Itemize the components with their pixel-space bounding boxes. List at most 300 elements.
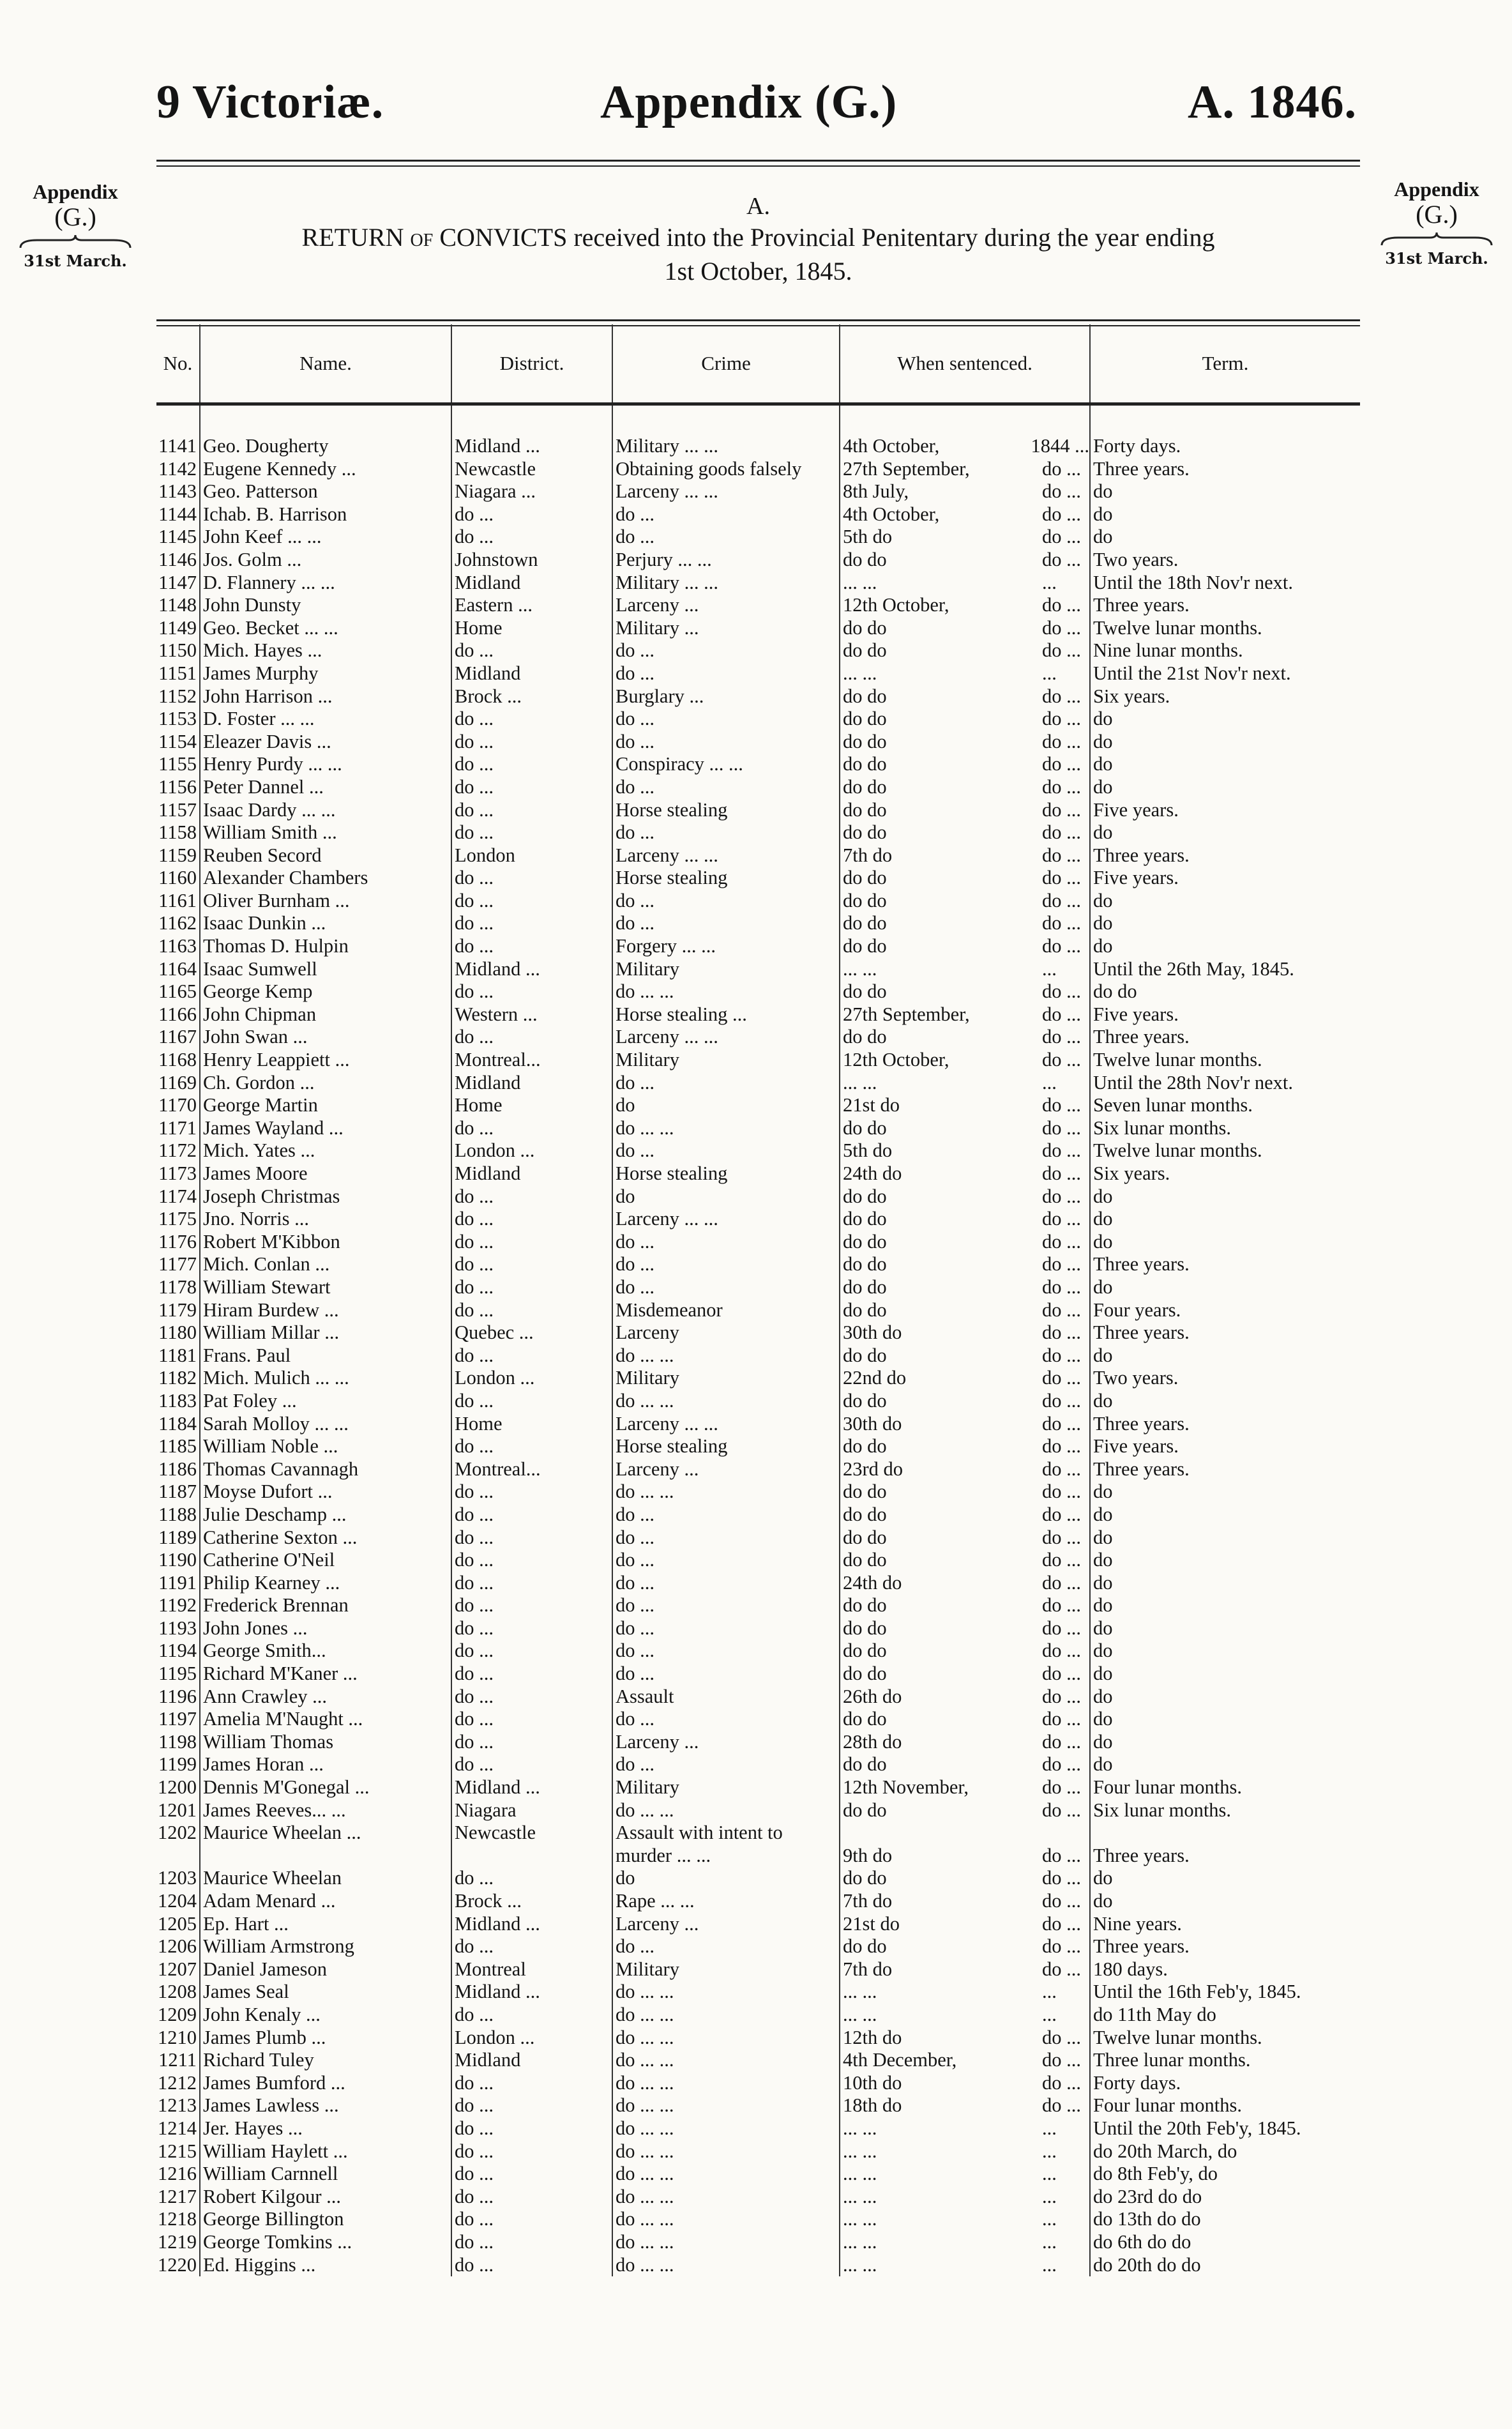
cell-crime: do ... — [612, 731, 840, 754]
header-session: 9 Victoriæ. — [156, 76, 384, 128]
sentence-date: do do — [843, 1253, 887, 1275]
sentence-date: 26th do — [843, 1685, 902, 1707]
cell-crime: do ... — [612, 1527, 840, 1550]
sentence-date: do do — [843, 798, 887, 821]
sentence-year: do ... — [1042, 1094, 1081, 1116]
cell-sentenced — [840, 1753, 1090, 1776]
cell-term: Five years. — [1090, 799, 1360, 822]
cell-sentenced — [840, 731, 1090, 754]
cell-crime: do ... — [612, 1549, 840, 1572]
sentence-year: do ... — [1042, 1458, 1081, 1480]
cell-term: do — [1090, 1185, 1360, 1208]
cell-name: Eleazer Davis ... — [200, 731, 451, 754]
sentence-year: do ... — [1042, 1344, 1081, 1366]
cell-term: Until the 21st Nov'r next. — [1090, 662, 1360, 685]
cell-district: do ... — [451, 2004, 612, 2027]
cell-crime: do ... — [612, 1753, 840, 1776]
cell-term: Twelve lunar months. — [1090, 617, 1360, 640]
sentence-date: do do — [843, 1275, 887, 1298]
cell-no: 1142 — [158, 457, 197, 480]
cell-name — [200, 1845, 451, 1868]
table-row — [156, 799, 1360, 822]
cell-no: 1202 — [158, 1822, 197, 1844]
table-row — [156, 1094, 1360, 1117]
cell-no: 1162 — [158, 912, 197, 934]
cell-no: 1189 — [158, 1526, 197, 1548]
cell-sentenced — [840, 2186, 1090, 2209]
cell-crime: do — [612, 1094, 840, 1117]
cell-district: do ... — [451, 2254, 612, 2277]
table-row — [156, 480, 1360, 503]
cell-name: Ichab. B. Harrison — [200, 503, 451, 526]
sentence-date: do do — [843, 639, 887, 662]
sentence-year: do ... — [1042, 1708, 1081, 1730]
cell-district: Johnstown — [451, 549, 612, 572]
cell-sentenced — [840, 2049, 1090, 2072]
cell-crime: Larceny ... — [612, 1731, 840, 1754]
cell-term: Three years. — [1090, 1321, 1360, 1344]
cell-name: John Swan ... — [200, 1026, 451, 1049]
table-row — [156, 1776, 1360, 1799]
cell-crime: do ... ... — [612, 2072, 840, 2095]
sentence-year: do ... — [1042, 2071, 1081, 2094]
cell-no: 1215 — [158, 2140, 197, 2162]
table-row — [156, 549, 1360, 572]
col-header-sentenced: When sentenced. — [840, 324, 1090, 404]
cell-no: 1206 — [158, 1935, 197, 1958]
cell-no: 1174 — [158, 1185, 197, 1207]
cell-name: William Haylett ... — [200, 2140, 451, 2163]
cell-crime: do ... — [612, 1572, 840, 1595]
sentence-year: do ... — [1042, 1389, 1081, 1412]
cell-crime: Obtaining goods falsely — [612, 458, 840, 481]
sentence-date: ... ... — [843, 2117, 877, 2139]
cell-sentenced — [840, 1572, 1090, 1595]
cell-district: Western ... — [451, 1003, 612, 1026]
cell-district: Midland ... — [451, 958, 612, 981]
cell-sentenced — [840, 980, 1090, 1003]
margin-appendix-label: Appendix — [1394, 178, 1479, 201]
cell-district: do ... — [451, 1686, 612, 1709]
sentence-year: do ... — [1042, 457, 1081, 480]
cell-term: do 20th do do — [1090, 2254, 1360, 2277]
sentence-date: do do — [843, 1935, 887, 1958]
cell-crime: Assault with intent to — [612, 1822, 840, 1845]
cell-district: do ... — [451, 526, 612, 549]
cell-term: Four years. — [1090, 1299, 1360, 1322]
table-row — [156, 662, 1360, 685]
sentence-year: do ... — [1042, 1890, 1081, 1912]
cell-term: Until the 26th May, 1845. — [1090, 958, 1360, 981]
cell-district: do ... — [451, 2231, 612, 2254]
sentence-year: do ... — [1042, 1321, 1081, 1344]
cell-name: Eugene Kennedy ... — [200, 458, 451, 481]
cell-no: 1181 — [158, 1344, 197, 1366]
cell-term: Three years. — [1090, 844, 1360, 867]
cell-no: 1154 — [158, 730, 197, 752]
cell-name: William Smith ... — [200, 821, 451, 844]
cell-crime: Larceny ... — [612, 1913, 840, 1936]
cell-no: 1203 — [158, 1867, 197, 1889]
cell-term: Three years. — [1090, 1458, 1360, 1481]
sentence-year: ... — [1042, 2230, 1057, 2253]
sentence-date: ... ... — [843, 2185, 877, 2207]
margin-date: 31st March. — [1385, 249, 1488, 268]
cell-sentenced — [840, 935, 1090, 958]
cell-name: Jer. Hayes ... — [200, 2117, 451, 2140]
cell-name: Robert M'Kibbon — [200, 1231, 451, 1254]
cell-name: William Carnnell — [200, 2163, 451, 2186]
table-row — [156, 1481, 1360, 1504]
cell-no: 1161 — [158, 889, 197, 911]
cell-no: 1190 — [158, 1549, 197, 1571]
cell-crime: do ... — [612, 776, 840, 799]
cell-no: 1182 — [158, 1367, 197, 1389]
sentence-date: 7th do — [843, 844, 893, 866]
cell-no: 1166 — [158, 1003, 197, 1025]
cell-district: do ... — [451, 1117, 612, 1140]
cell-sentenced — [840, 2004, 1090, 2027]
sentence-year: do ... — [1042, 844, 1081, 866]
cell-term: do — [1090, 708, 1360, 731]
cell-crime: do ... — [612, 1617, 840, 1640]
table-row — [156, 1299, 1360, 1322]
table-row — [156, 1413, 1360, 1436]
cell-crime: do ... ... — [612, 1344, 840, 1367]
table-row — [156, 844, 1360, 867]
sentence-year: do ... — [1042, 1435, 1081, 1458]
cell-crime: do — [612, 1185, 840, 1208]
cell-no: 1155 — [158, 753, 197, 775]
cell-term: do — [1090, 753, 1360, 776]
sentence-year: do ... — [1042, 503, 1081, 525]
cell-sentenced — [840, 639, 1090, 662]
sentence-date: 10th do — [843, 2071, 902, 2094]
table-row — [156, 1617, 1360, 1640]
sentence-date: do do — [843, 1116, 887, 1139]
cell-district: do ... — [451, 1208, 612, 1231]
cell-crime: Assault — [612, 1686, 840, 1709]
cell-district: do ... — [451, 1663, 612, 1686]
cell-term: Twelve lunar months. — [1090, 1049, 1360, 1072]
cell-sentenced — [840, 458, 1090, 481]
cell-crime: do ... ... — [612, 1481, 840, 1504]
sentence-year: ... — [1042, 1981, 1057, 2003]
sentence-date: ... ... — [843, 2208, 877, 2230]
cell-name: Henry Leappiett ... — [200, 1049, 451, 1072]
cell-crime: Larceny — [612, 1321, 840, 1344]
table-row — [156, 2072, 1360, 2095]
cell-district: Quebec ... — [451, 1321, 612, 1344]
cell-crime: do ... ... — [612, 2049, 840, 2072]
cell-district: do ... — [451, 1390, 612, 1413]
cell-term: Three lunar months. — [1090, 2049, 1360, 2072]
cell-no: 1187 — [158, 1481, 197, 1503]
sentence-date: 8th July, — [843, 480, 909, 503]
cell-no — [156, 1845, 200, 1868]
cell-sentenced — [840, 1708, 1090, 1731]
cell-no: 1196 — [158, 1685, 197, 1707]
cell-term: Six lunar months. — [1090, 1117, 1360, 1140]
cell-name: Catherine Sexton ... — [200, 1527, 451, 1550]
cell-district: Home — [451, 617, 612, 640]
cell-term: do — [1090, 1708, 1360, 1731]
table-row — [156, 1162, 1360, 1185]
cell-district: do ... — [451, 1253, 612, 1276]
sentence-year: do ... — [1042, 639, 1081, 662]
sentence-date: do do — [843, 1230, 887, 1253]
cell-no: 1209 — [158, 2003, 197, 2025]
cell-no: 1217 — [158, 2185, 197, 2207]
sentence-year: do ... — [1042, 821, 1081, 844]
cell-name: Maurice Wheelan ... — [200, 1822, 451, 1845]
cell-crime: do — [612, 1867, 840, 1890]
cell-term: Forty days. — [1090, 435, 1360, 458]
cell-name: George Martin — [200, 1094, 451, 1117]
cell-district: do ... — [451, 1299, 612, 1322]
cell-name: Reuben Secord — [200, 844, 451, 867]
sentence-year: ... — [1042, 1071, 1057, 1093]
cell-name: Pat Foley ... — [200, 1390, 451, 1413]
cell-sentenced — [840, 1958, 1090, 1981]
table-row — [156, 1799, 1360, 1822]
sentence-date: do do — [843, 1640, 887, 1662]
cell-sentenced — [840, 1527, 1090, 1550]
cell-district — [451, 1845, 612, 1868]
cell-crime: Larceny ... ... — [612, 844, 840, 867]
cell-sentenced — [840, 617, 1090, 640]
table-row — [156, 1686, 1360, 1709]
cell-district: do ... — [451, 1594, 612, 1617]
margin-appendix-letter: (G.) — [1416, 200, 1458, 229]
cell-sentenced — [840, 1504, 1090, 1527]
cell-name: Joseph Christmas — [200, 1185, 451, 1208]
cell-district: Midland — [451, 662, 612, 685]
sentence-year: do ... — [1042, 1935, 1081, 1958]
cell-sentenced — [840, 2254, 1090, 2277]
cell-name: William Noble ... — [200, 1435, 451, 1458]
cell-term: do — [1090, 503, 1360, 526]
cell-no: 1205 — [158, 1912, 197, 1935]
cell-sentenced — [840, 572, 1090, 595]
cell-sentenced — [840, 1003, 1090, 1026]
cell-name: James Plumb ... — [200, 2027, 451, 2050]
cell-sentenced — [840, 1185, 1090, 1208]
cell-term: Three years. — [1090, 1026, 1360, 1049]
cell-crime: Military — [612, 1049, 840, 1072]
sentence-date: ... ... — [843, 2003, 877, 2025]
sentence-date: do do — [843, 821, 887, 844]
cell-crime: do ... — [612, 1231, 840, 1254]
sentence-date: 12th do — [843, 2026, 902, 2048]
cell-district: do ... — [451, 2208, 612, 2231]
table-row — [156, 639, 1360, 662]
cell-no: 1192 — [158, 1594, 197, 1617]
cell-term: do — [1090, 1686, 1360, 1709]
table-row — [156, 1253, 1360, 1276]
cell-district: Montreal... — [451, 1458, 612, 1481]
cell-term: Four lunar months. — [1090, 2094, 1360, 2117]
cell-sentenced — [840, 1026, 1090, 1049]
cell-district: Midland — [451, 572, 612, 595]
cell-name: John Jones ... — [200, 1617, 451, 1640]
cell-crime: do ... — [612, 1139, 840, 1162]
sentence-date: 24th do — [843, 1162, 902, 1184]
cell-crime: do ... ... — [612, 1117, 840, 1140]
cell-term: do — [1090, 1276, 1360, 1299]
cell-name: Geo. Patterson — [200, 480, 451, 503]
cell-no: 1186 — [158, 1458, 197, 1480]
sentence-date: 4th October, — [843, 435, 940, 457]
sentence-date: do do — [843, 867, 887, 889]
cell-sentenced — [840, 685, 1090, 708]
cell-name: Mich. Mulich ... ... — [200, 1367, 451, 1390]
cell-sentenced — [840, 1549, 1090, 1572]
cell-name: Robert Kilgour ... — [200, 2186, 451, 2209]
cell-term: do 6th do do — [1090, 2231, 1360, 2254]
sentence-year: do ... — [1042, 1003, 1081, 1025]
cell-crime: do ... ... — [612, 1981, 840, 2004]
table-row — [156, 2254, 1360, 2277]
cell-term: Three years. — [1090, 594, 1360, 617]
sentence-date: 22nd do — [843, 1367, 907, 1389]
sentence-year: do ... — [1042, 1230, 1081, 1253]
cell-no: 1200 — [158, 1776, 197, 1799]
cell-term: do — [1090, 1527, 1360, 1550]
cell-district: London ... — [451, 2027, 612, 2050]
cell-crime: do ... — [612, 1504, 840, 1527]
cell-no: 1159 — [158, 844, 197, 866]
sentence-year: do ... — [1042, 1912, 1081, 1935]
sentence-date: do do — [843, 1549, 887, 1571]
cell-name: George Kemp — [200, 980, 451, 1003]
sentence-year: ... — [1042, 2208, 1057, 2230]
cell-term: Until the 20th Feb'y, 1845. — [1090, 2117, 1360, 2140]
cell-name: Julie Deschamp ... — [200, 1504, 451, 1527]
cell-sentenced — [840, 1935, 1090, 1958]
cell-district: do ... — [451, 1231, 612, 1254]
cell-term: do — [1090, 1594, 1360, 1617]
sentence-year: do ... — [1042, 753, 1081, 775]
cell-district: do ... — [451, 2094, 612, 2117]
sentence-date: do do — [843, 616, 887, 639]
cell-sentenced — [840, 867, 1090, 890]
table-row — [156, 1549, 1360, 1572]
sentence-date: 5th do — [843, 526, 893, 548]
header-rule — [156, 160, 1360, 167]
cell-term: do 11th May do — [1090, 2004, 1360, 2027]
cell-no: 1210 — [158, 2026, 197, 2048]
cell-no: 1175 — [158, 1208, 197, 1230]
cell-crime: do ... ... — [612, 2163, 840, 2186]
cell-term: do — [1090, 1890, 1360, 1913]
cell-name: Alexander Chambers — [200, 867, 451, 890]
sentence-date: do do — [843, 1208, 887, 1230]
table-row — [156, 935, 1360, 958]
cell-district: do ... — [451, 890, 612, 913]
cell-crime: do ... — [612, 662, 840, 685]
sentence-date: do do — [843, 935, 887, 957]
cell-crime: do ... ... — [612, 2231, 840, 2254]
sentence-date: 28th do — [843, 1730, 902, 1753]
cell-crime: do ... ... — [612, 2140, 840, 2163]
cell-crime: do ... ... — [612, 2027, 840, 2050]
cell-name: John Keef ... ... — [200, 526, 451, 549]
cell-term: Four lunar months. — [1090, 1776, 1360, 1799]
cell-sentenced — [840, 503, 1090, 526]
cell-name: John Harrison ... — [200, 685, 451, 708]
cell-sentenced — [840, 2231, 1090, 2254]
sentence-year: do ... — [1042, 1367, 1081, 1389]
cell-sentenced — [840, 1776, 1090, 1799]
sentence-year: ... — [1042, 2163, 1057, 2185]
sentence-date: do do — [843, 1026, 887, 1048]
table-row — [156, 617, 1360, 640]
table-row — [156, 2208, 1360, 2231]
cell-no: 1156 — [158, 775, 197, 798]
cell-sentenced — [840, 753, 1090, 776]
cell-no: 1176 — [158, 1230, 197, 1253]
cell-sentenced — [840, 1617, 1090, 1640]
sentence-year: do ... — [1042, 594, 1081, 616]
sentence-year: do ... — [1042, 867, 1081, 889]
cell-district: do ... — [451, 2072, 612, 2095]
cell-crime: do ... ... — [612, 1799, 840, 1822]
sentence-year: do ... — [1042, 1412, 1081, 1435]
cell-district: do ... — [451, 1549, 612, 1572]
cell-name: James Murphy — [200, 662, 451, 685]
cell-crime: do ... — [612, 821, 840, 844]
cell-name: Sarah Molloy ... ... — [200, 1413, 451, 1436]
sentence-date: 24th do — [843, 1571, 902, 1594]
cell-no: 1193 — [158, 1617, 197, 1639]
cell-no: 1177 — [158, 1253, 197, 1275]
cell-name: Richard Tuley — [200, 2049, 451, 2072]
cell-sentenced — [840, 1822, 1090, 1845]
cell-no: 1180 — [158, 1321, 197, 1344]
cell-sentenced — [840, 912, 1090, 935]
cell-district: London ... — [451, 1367, 612, 1390]
cell-no: 1165 — [158, 980, 197, 1003]
cell-no: 1158 — [158, 821, 197, 844]
cell-sentenced — [840, 1594, 1090, 1617]
sentence-year: do ... — [1042, 1594, 1081, 1617]
cell-crime: do ... — [612, 503, 840, 526]
cell-district: Midland — [451, 2049, 612, 2072]
cell-sentenced — [840, 1253, 1090, 1276]
table-row — [156, 2140, 1360, 2163]
title-line-1 — [156, 222, 1360, 256]
sentence-year: do ... — [1042, 1139, 1081, 1162]
table-row — [156, 1026, 1360, 1049]
cell-crime: do ... — [612, 912, 840, 935]
cell-term: do — [1090, 912, 1360, 935]
cell-district: do ... — [451, 1640, 612, 1663]
sentence-year: do ... — [1042, 1867, 1081, 1889]
table-row — [156, 1504, 1360, 1527]
cell-crime: do ... ... — [612, 2004, 840, 2027]
cell-term — [1090, 1822, 1360, 1845]
table-row — [156, 1003, 1360, 1026]
sentence-date: do do — [843, 1617, 887, 1639]
cell-no: 1144 — [158, 503, 197, 525]
sentence-date: do do — [843, 1663, 887, 1685]
cell-name: James Moore — [200, 1162, 451, 1185]
cell-sentenced — [840, 2163, 1090, 2186]
table-row — [156, 1321, 1360, 1344]
sentence-date: do do — [843, 1708, 887, 1730]
cell-term: do 13th do do — [1090, 2208, 1360, 2231]
